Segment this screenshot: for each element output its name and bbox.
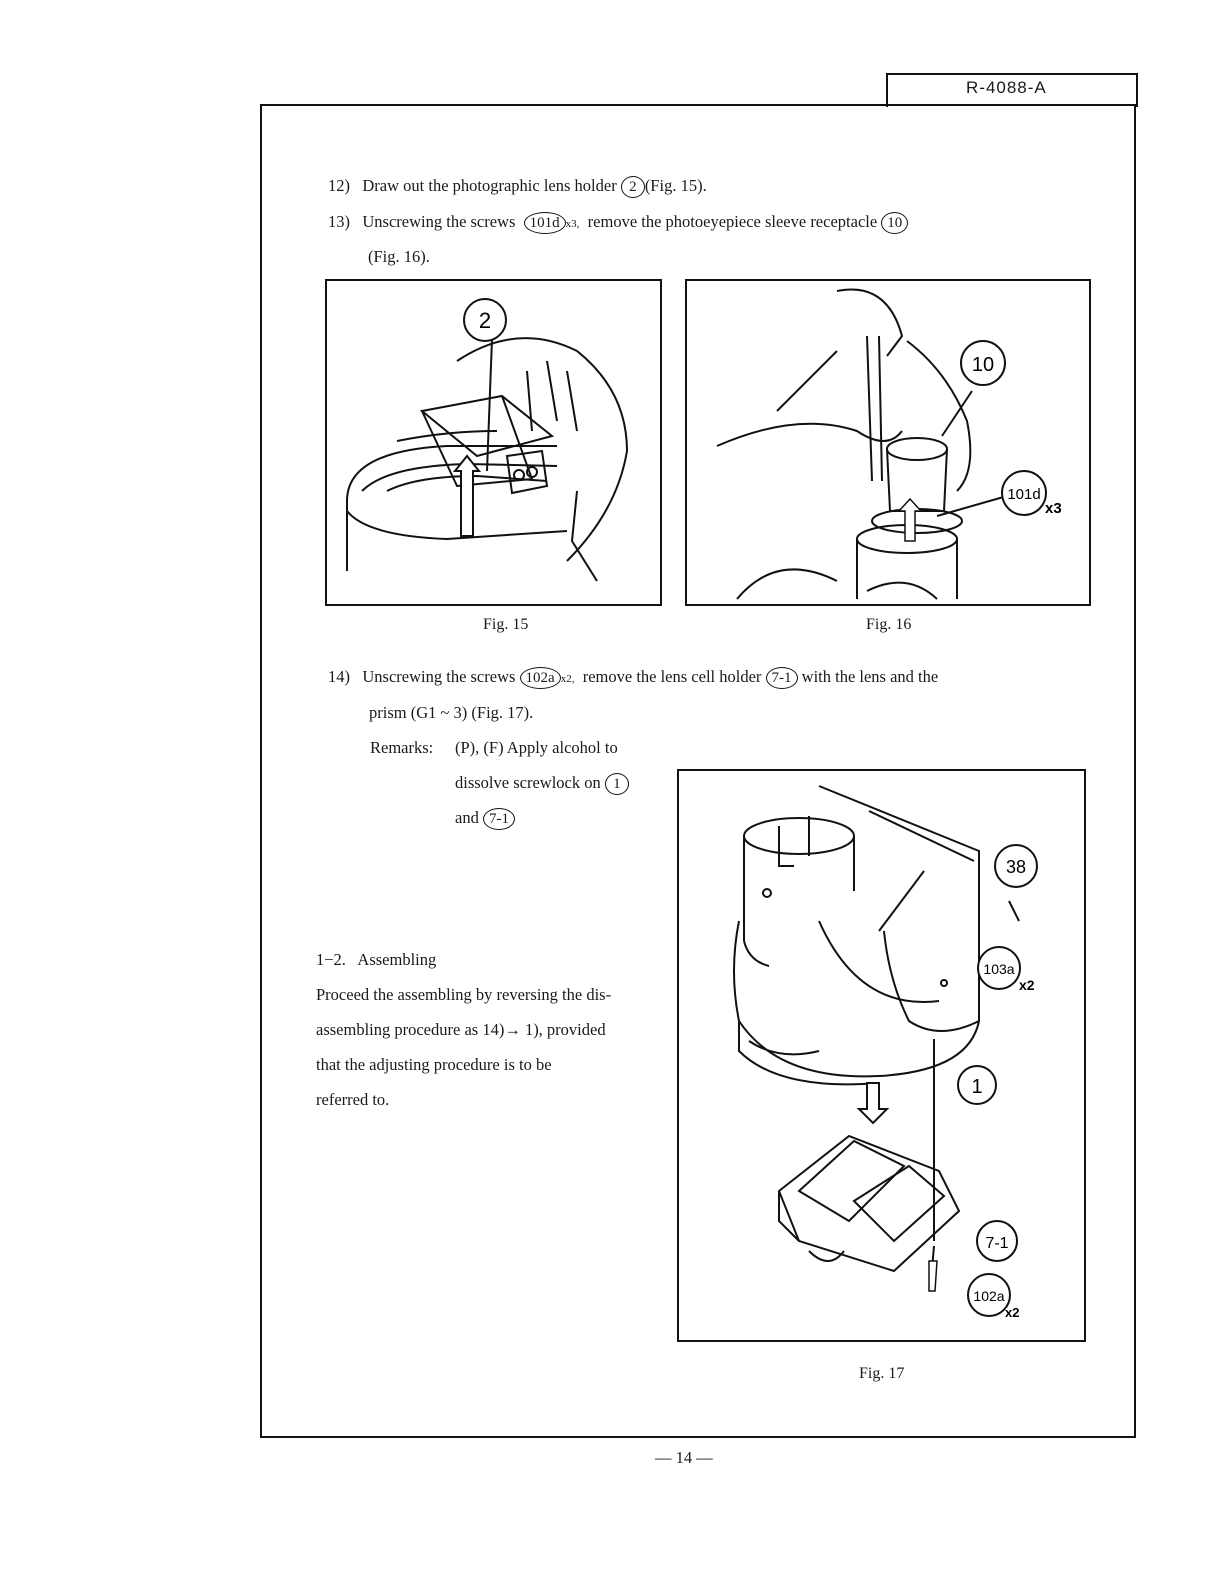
doc-code: R-4088-A <box>966 78 1047 97</box>
multiplier: x2, <box>560 673 575 685</box>
fig17-illustration <box>679 771 1084 1340</box>
section-number: 1−2. <box>316 950 346 969</box>
page-number: — 14 — <box>655 1448 713 1467</box>
screw-icon <box>929 1261 937 1291</box>
fig16-callout-2: 101d <box>1007 486 1041 503</box>
part-ref: 1 <box>605 773 629 795</box>
fig17-callout-3: 1 <box>971 1076 983 1098</box>
step-13-cont: (Fig. 16). <box>368 247 430 266</box>
step-text: (Fig. 15). <box>644 176 707 195</box>
assembling-line: Proceed the assembling by reversing the dis- <box>316 985 612 1004</box>
figure-15 <box>325 279 662 606</box>
section-heading <box>316 950 436 970</box>
step-number: 14) <box>328 667 350 686</box>
step-14-cont: prism (G1 ~ 3) (Fig. 17). <box>369 703 534 722</box>
remarks-text: and <box>455 808 479 827</box>
fig17-callout-5: 102a <box>973 1288 1005 1304</box>
assembling-line: referred to. <box>316 1090 390 1109</box>
fig17-multiplier-5: x2 <box>1005 1305 1020 1320</box>
assembling-line: assembling procedure as 14)→ 1), provided <box>316 1020 606 1039</box>
fig15-callout: 2 <box>478 308 492 333</box>
part-ref: 10 <box>881 212 908 234</box>
down-arrow-icon <box>859 1083 887 1123</box>
remarks-line-2 <box>455 773 629 795</box>
step-number: 12) <box>328 176 350 195</box>
step-text: remove the photoeyepiece sleeve receptacle <box>587 212 878 231</box>
step-text: with the lens and the <box>801 667 939 686</box>
remarks-line-3 <box>455 808 515 830</box>
fig17-callout-2: 103a <box>983 961 1015 977</box>
part-ref: 2 <box>621 176 645 198</box>
step-text: Draw out the photographic lens holder <box>362 176 617 195</box>
multiplier: x3, <box>565 218 580 230</box>
assembling-line: that the adjusting procedure is to be <box>316 1055 552 1074</box>
part-ref: 7-1 <box>766 667 798 689</box>
step-text: remove the lens cell holder <box>582 667 762 686</box>
fig15-caption: Fig. 15 <box>483 616 529 633</box>
fig16-caption: Fig. 16 <box>866 616 912 633</box>
remarks-text: dissolve screwlock on <box>455 773 601 792</box>
remarks-line-1: (P), (F) Apply alcohol to <box>455 738 618 757</box>
fig16-illustration <box>687 281 1089 604</box>
part-ref: 7-1 <box>483 808 515 830</box>
step-number: 13) <box>328 212 350 231</box>
up-arrow-icon <box>899 499 921 541</box>
fig15-illustration <box>327 281 660 604</box>
part-ref: 102a <box>520 667 561 689</box>
section-title: Assembling <box>357 950 437 969</box>
step-text: Unscrewing the screws <box>362 212 516 231</box>
fig17-caption: Fig. 17 <box>859 1365 905 1382</box>
remarks-label: Remarks: <box>370 738 434 757</box>
part-ref: 101d <box>524 212 566 234</box>
fig17-callout-1: 38 <box>1005 857 1027 877</box>
fig16-multiplier: x3 <box>1045 500 1062 517</box>
step-12 <box>328 176 707 198</box>
step-text: Unscrewing the screws <box>362 667 516 686</box>
fig16-callout-1: 10 <box>971 354 995 376</box>
fig17-callout-4: 7-1 <box>985 1235 1009 1252</box>
fig17-multiplier-2: x2 <box>1019 977 1035 993</box>
step-14 <box>328 667 938 689</box>
figure-16 <box>685 279 1091 606</box>
figure-17 <box>677 769 1086 1342</box>
step-13 <box>328 212 908 234</box>
up-arrow-icon <box>455 456 479 536</box>
